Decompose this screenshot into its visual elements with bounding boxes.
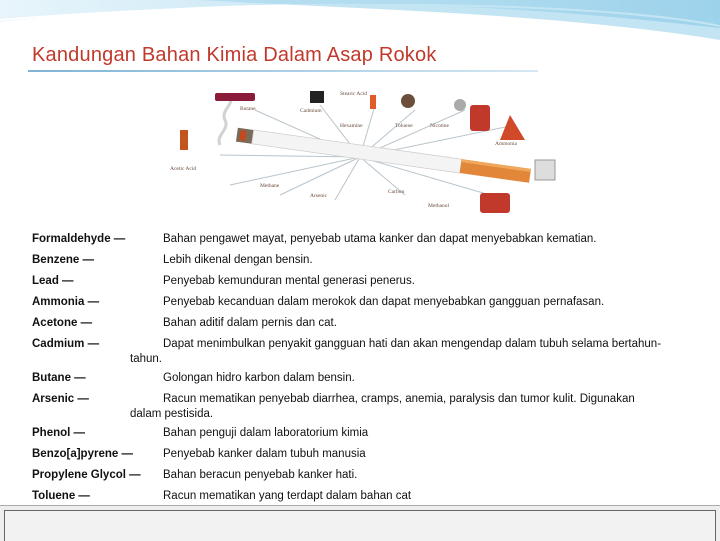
chemical-desc: Bahan beracun penyebab kanker hati. [163,469,358,481]
battery-icon [310,91,324,103]
lighter-icon [215,93,255,101]
label-ammonia: Ammonia [495,141,517,147]
chemical-name: Ammonia — [32,296,100,308]
chemical-desc: Bahan penguji dalam laboratorium kimia [163,427,369,439]
chemical-desc: Racun mematikan yang terdapt dalam bahan cat [163,490,412,502]
toilet-cleaner-icon [470,105,490,131]
title-underline [28,70,538,72]
chemical-desc: Penyebab kanker dalam tubuh manusia [163,448,366,460]
chemical-name: Cadmium — [32,338,100,350]
page-title: Kandungan Bahan Kimia Dalam Asap Rokok [32,44,437,66]
chemical-name: Acetone — [32,317,93,329]
fuel-can-icon [480,193,510,213]
label-arsenic: Arsenic [310,193,328,199]
label-hexamine: Hexamine [340,123,363,129]
label-nicotine: Nicotine [430,123,449,129]
chemical-name: Formaldehyde — [32,233,126,245]
label-carbon: Carbon [388,189,405,195]
paint-can-icon [535,160,555,180]
cigarette-chemicals-illustration [160,85,560,220]
label-cadmium: Cadmium [300,108,322,114]
chemical-desc: Bahan pengawet mayat, penyebab utama kanker dan dapat menyebabkan kematian. [163,233,597,245]
chemical-desc-cont: tahun. [130,353,162,365]
chemical-desc: Penyebab kecanduan dalam merokok dan dapat menyebabkan gangguan pernafasan. [163,296,605,308]
insecticide-icon [454,99,466,111]
chemical-name: Lead — [32,275,74,287]
vinegar-bottle-icon [180,130,188,150]
smoke-icon [219,95,231,145]
chemical-name: Benzene — [32,254,94,266]
label-butane: Butane [240,106,256,112]
chemical-name: Phenol — [32,427,86,439]
chemical-desc: Bahan aditif dalam pernis dan cat. [163,317,337,329]
chemical-desc: Golongan hidro karbon dalam bensin. [163,372,355,384]
label-toluene: Toluene [395,123,413,129]
chemical-desc: Lebih dikenal dengan bensin. [163,254,313,266]
chemical-desc: Racun mematikan penyebab diarrhea, cramps, anemia, paralysis dan tumor kulit. Digunakan [163,393,635,405]
chemical-name: Benzo[a]pyrene — [32,448,133,460]
label-stearic: Stearic Acid [340,91,368,97]
footer-bar [0,505,720,541]
toluene-can-icon [401,94,415,108]
chemical-name: Propylene Glycol — [32,469,141,481]
chemical-desc: Penyebab kemunduran mental generasi penerus. [163,275,415,287]
chemical-desc-cont: dalam pestisida. [130,408,214,420]
label-acetic: Acetic Acid [170,166,197,172]
chemical-desc: Dapat menimbulkan penyakit gangguan hati dan akan mengendap dalam tubuh selama bertahun- [163,338,662,350]
footer-frame [4,510,716,541]
label-methane: Methane [260,183,280,189]
candle-icon [370,95,376,109]
chemical-name: Toluene — [32,490,90,502]
chemical-name: Butane — [32,372,86,384]
chemical-name: Arsenic — [32,393,89,405]
label-methanol: Methanol [428,203,450,209]
